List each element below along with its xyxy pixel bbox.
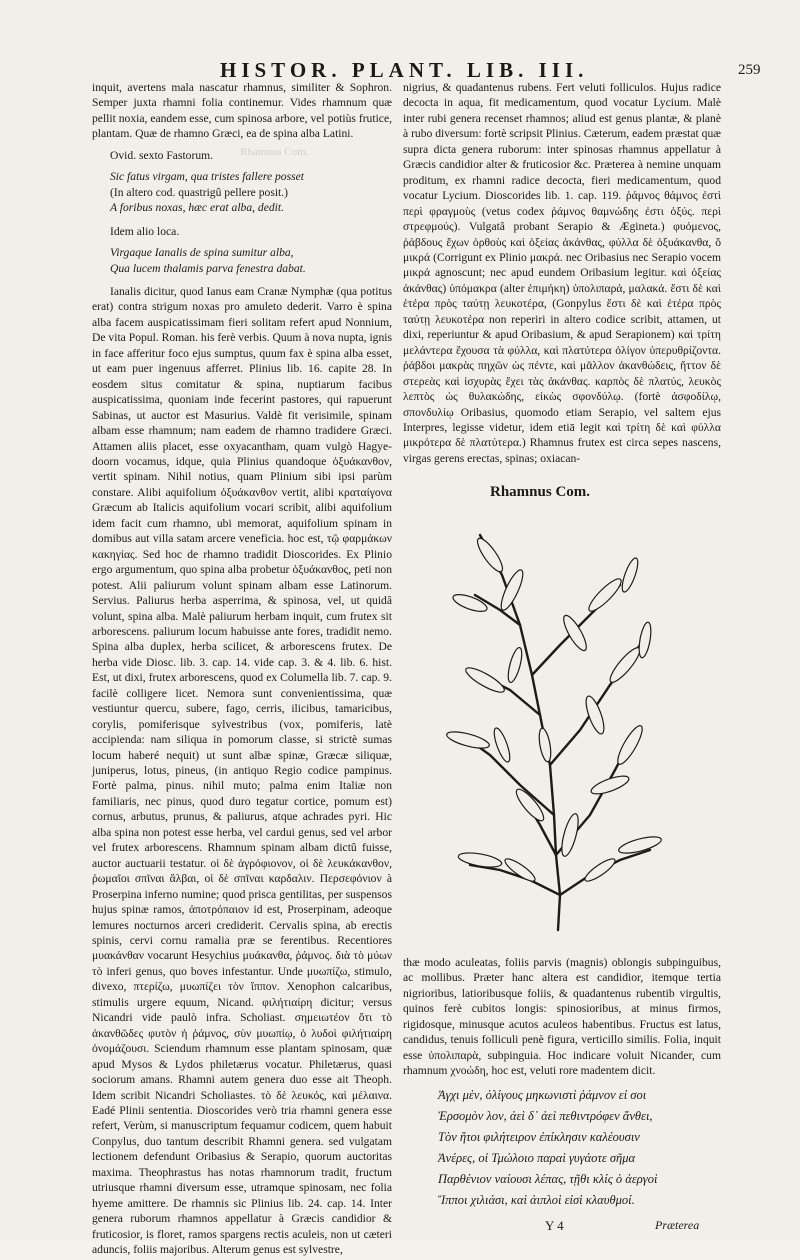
greek-verse-line: Παρθένιον ναίουσι λέπας, τῇθι κλίς ὁ ἀεργοὶ xyxy=(438,1172,658,1186)
page-number: 259 xyxy=(738,62,761,78)
right-top-paragraph: nigrius, & quadantenus rubens. Fert veluti folliculos. Hujus radice decocta in aqua, fit medicamentum, quod vocatur Lycium. Malè inter rubi genera recenset rhamnos; aliud est genus plantæ, & planè à rubo diversum: fortè scripsit Plinius. Cæterum, eadem præstat quæ supra dicta genera ruborum: inter spinosas rhamnus appellatur à Græcis candidior alter & fruticosior &c. Præterea à nemine unquam proditum, ex rhamni radice decocta, fieri medicamentum, quod vocatur Lycium. Dioscorides lib. 1. cap. 119. ῥάμνος θάμνος ἐστὶ περὶ φραγμοὺς (vetus codex ῥάμνος θαμνώδης ἐστι ὀξύς. περὶ στρεφμούς). Vulgatâ probant Serapio & Ægineta.) φυόμενος, ῥάβδους ἔχων ὀρθοὺς καὶ ὀξείας ἀκάνθας, φύλλα δὲ ὀξυάκανθα, ὅ μικρά (Corrigunt ex Plinio μακρά. nec Oribasius nec Serapio vocem μικρά agnoscunt; nec apud eundem Oribasium legitur. καὶ ὀξείας ἀκάνθας) ὑπόμακρα (alter ἐπιμήκη) ὑπολιπαρά, μαλακά. ἔστι δὲ καὶ ἑτέρα πρὸς ταύτῃ λευκοτέρα, (Gonpylus ἔστι δὲ καὶ ἑτέρα πρὸς ταύτῃ λευκοτέρα non reperiri in altero codice scribit, attamen, ut dixi, reperiuntur & apud Oribasium, & apud Serapionem) καὶ τρίτη μελάντερα ἔχουσα τὰ φύλλα, καὶ πλατύτερα ὀλίγον ὑπερυθρίζοντα. ῥάβδοι μακρὰς πηχῶν ὡς πέντε, καὶ μᾶλλον ἀκανθώδεις, ἥττον δὲ στερεὰς καὶ ἰσχυρὰς ἔχει τὰς ἀκάνθας. καρπὸς δὲ πλατύς, λευκὸς λεπτὸς ὡς θυλακώδης, εἰκὼς σφονδύλῳ. (fortè ἀσφοδίλῳ, σπονδυλίῳ Oribasius, quomodo etiam Serapio, vel saltem ejus Interpres, legisse videtur, idem etiā legit καὶ τρίτη δὲ καὶ φύλλα μικρότερα δὲ πλατύτερα.) Rhamnus frutex est circa sepes nascens, virgas gerens erectas, spinas; oxiacan- xyxy=(403,81,721,465)
greek-verse-line: Ἐρσομὸν λον, ἀεὶ δ᾽ ἀεὶ πεθιντρόφεν ἄνθει, xyxy=(438,1109,653,1123)
idem-reference: Idem alio loca. xyxy=(110,224,180,238)
left-column xyxy=(92,80,392,1260)
verse-line: Qua lucem thalamis parva fenestra dabat. xyxy=(110,261,306,275)
verse-line: Virgaque Ianalis de spina sumitur alba, xyxy=(110,246,294,260)
greek-verse-line: Ἵπποι χιλιάσι, καὶ ἀιπλοὶ εἰσὶ κλαυθμοί. xyxy=(438,1193,635,1207)
right-bottom-paragraph: thæ modo aculeatas, foliis parvis (magnis) oblongis subpinguibus, ac mollibus. Præter hanc altera est candidior, itemque tertia nigrioribus, latioribusque foliis, & quadantenus rubentib virgultis, quinos ferè cubitos longis: spinosioribus, at minus firmos, rigidosque, minusque acutos aculeos habentibus. Fructus est latus, candidus, tenuis folliculi penè figura, verticillo similis. Folia, inquit esse ὑπολιπαρὰ, subpinguia. Hoc indicare voluit Nicander, cum rhamnum χνοώδη, hoc est, veluti rore madentem dicit. xyxy=(403,956,721,1078)
running-title: HISTOR. PLANT. LIB. III. xyxy=(220,58,589,82)
verse-line: Sic fatus virgam, qua tristes fallere posset xyxy=(110,170,304,184)
left-opening-paragraph: inquit, avertens mala nascatur rhamnus, similiter & Sophron. Semper juxta rhamni folia continemur. Vides rhamnum quæ pellit noxia, eandem esse, cum spinosa arbore, vel potiùs frutice, plantam. Quæ de rhamno Græci, ea de spina alba Latini. xyxy=(92,81,392,141)
greek-verse-line: Ἀνέρες, οἱ Τμώλοιο παραὶ γυγάοτε σῆμα xyxy=(438,1151,636,1165)
right-column-top xyxy=(403,80,721,468)
second-verse xyxy=(110,245,392,276)
left-body-paragraph: Ianalis dicitur, quod Ianus eam Cranæ Nymphæ (qua potitus erat) contra strigum noxas pro amuleto dederit. Varro è spina alba facem auspicatissimam fieri solitam refert apud Nonnium, De vita Popul. Roman. his ferè verbis. Quum à nova nupta, ignis in face afferitur foco ejus sumptus, quum fax è spina alba esset, ut eam puer ingenuus afferret. Plinius lib. 16. capite 28. In eosdem situs comitatur & spina, nuptiarum facibus auspicatissima, quoniam inde fecerint pastores, qui rapuerunt Sabinas, ut auctor est Masurius. Valdè fit verisimile, spinam albam esse rhamnum; nam eadem de rhamno tradidere Græci. Attamen aliis placet, esse oxyacantham, quam vulgò Hagye-doorn vocamus, idque, quia Plinius quandoque ὀξυάκανθον, vertit spinam. Nihil notius, quam Plinium sibi ipsi parùm constare. Alibi aquifolium ὀξυάκανθον vertit, alibi κραταίγονα Græcum ab Italicis aquifolium vocari scribit, alibi aquifolium idem facit cum rhamno, ubi memorat, aquifolium spinam in domibus aut villa satam arcere veneficia. hoc est, τῷ φαρμάκων κακηγίας. Sed hoc de rhamno tradidit Dioscorides. Ex Plinio ergo argumentum, quo spina alba probetur ὀξυάκανθος, peti non potest. Alii paliurum volunt spinam albam esse Latinorum. Servius. Paliurus herba asperrima, & spinosa, vel, ut quidâ volunt, spina alba. Malè paliurum herbam inquit, cum frutex sit arborescens. paliurum locum habuisse ante fores, tradidit nemo. Spina alba duplex, herba scilicet, & arborescens frutex. De herba vide Diosc. lib. 3. cap. 14. vide cap. 3. & 4. lib. 6. hist. Est, ut dixi, frutex arborescens, quod ex Columella lib. 7. cap. 9. facilè colligere licet. Nemora sunt convenientissima, quæ vestiuntur quercu, subere, fago, cerris, ilicibus, tamaricibus, corylis, pomiferisque sylvestribus (vox, pomiferis, latè accipienda: nam siliqua in pomorum classe, si strictè sumas locum haberé nequit) ut sunt albæ spinæ, Græcæ siliquæ, juniperus, lotus, pineus, (in antiquo Regio codice pampinus. Fortè palma, pinus. nihil muto; palma enim Italiæ non familiaris, nec pinus, quod duro tegatur cortice, pomum est) cornus, arbutus, prunus, & paliurus, atque achrades pyri. Hic alba spina non potest esse herba, vel cardui genus, sed vel arbor vel frutex arborescens. Rhamnum spinam albam dictû fuisse, auctor auctuarii testatur. οἱ δὲ ἀγρόφιονον, οἱ δὲ λευκάκανθον, ῥωμαῖοι σπῖναι ἄλβαι, οἱ δὲ σπῖναι καρδαλιν. Περσεφόνιον à Proserpina inferno numine; quod prisca gentilitas, per suspensos hujus spinæ ramos, ἀποτρόπαιον id est, Proserpinam, adeoque lemures nocturnos arceri crediderit. Cervalis spina, ab erectis spinis, cervi cornu ramalia præ se ferentibus. Recentiores μυακάνθαν vocarunt Hesychius μυάκανθα, ῥάμνος. διὰ τὸ μύων τὸ inferi genus, quo boves infestantur. Unde μυωπίζω, stimulo, divexo, πτερίζω, μυωπίζει τὸν ἵππον. Xenophon calcaribus, stimulis urgere equum, Nicand. φιλήτιαίρη dicitur; versus Nicandri vide paulò infra. Scholiast. σημειωτέον ὅτι τὸ ἀκανθῶδες φυτὸν ἡ ῥάμνος, σὺν μυωπίῳ, ὁ λυδοὶ φιλήτιαίρη ὀνομάζουσι. Sciendum rhamnum esse plantam spinosam, quæ apud Mysos & Lydos philetærus vocatur. Philetærus, quasi sociorum amans. Rhamni autem genera duo esse ait Theoph. Idem scribit Nicandri Scholiastes. τὸ δὲ λευκός, καὶ μέλαινα. Eadé Plinii sententia. Dioscorides verò tria rhamni genera esse refert, Verùm, si manuscriptum fequamur codicem, quem habuit Conpylus, duo tantum describit Rhamni genera. sed vulgatam lectionem defendunt Oribasius & Serapio, quorum auctoritas maxima. Theophrastus has notas rhamnorum tradit, fructum utriusque rhamni diversum esse, utramque spinosam, nec folia hyeme amittere. De rhamnis sic Plinius lib. 24. cap. 14. Inter genera ruborum rhamnos appellatur à Græcis candidior & fruticosior, is floret, ramos spargens rectis aculeis, non ut cæteri aduncis, foliis majoribus. Alterum genus est sylvestre, xyxy=(92,284,392,1257)
show-through-text: Rhamnus Com. xyxy=(240,146,309,158)
verse-line: (In altero cod. quastrigû pellere posit.) xyxy=(110,185,289,199)
greek-verse-line: Τὸν ἥτοι φιλήτειρον ἐπίκλησιν καλέουσιν xyxy=(438,1130,640,1144)
greek-verse-line: Ἀγχι μὲν, ὀλίγους μηκωνιστὶ ῥάμνον εἰ σοι xyxy=(438,1088,647,1102)
nicander-greek-verse xyxy=(438,1085,738,1211)
right-column-bottom xyxy=(403,955,721,1081)
verse-line: A foribus noxas, hæc erat alba, dedit. xyxy=(110,201,285,215)
ovid-reference: Ovid. sexto Fastorum. xyxy=(110,148,214,162)
catchword: Præterea xyxy=(655,1218,700,1232)
figure-caption: Rhamnus Com. xyxy=(490,484,591,500)
rhamnus-woodcut-illustration xyxy=(440,515,670,935)
signature-mark: Y 4 xyxy=(545,1218,564,1233)
ovid-verse xyxy=(110,169,392,215)
